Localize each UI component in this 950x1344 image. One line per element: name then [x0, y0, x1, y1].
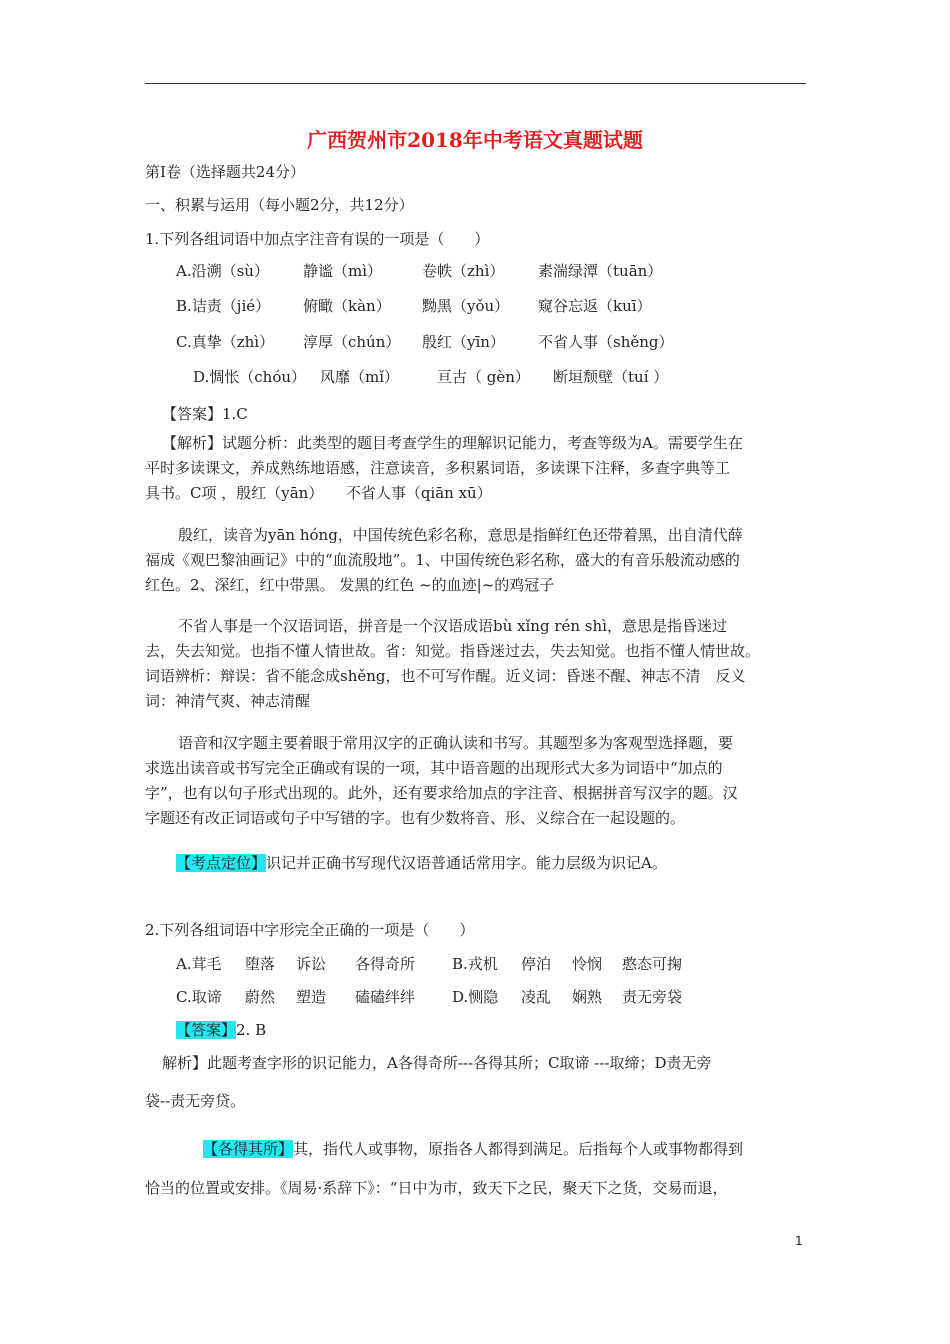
q2-row2-d4: 责无旁袋 [622, 988, 683, 1006]
q2-answer-tag: 【答案】 [176, 1021, 237, 1039]
q1-option-d-4: 断垣颓壁（tuí ） [553, 368, 669, 386]
q2-row1-b2: 停泊 [521, 955, 552, 973]
yinhong-para-line-1: 殷红，读音为yān hóng，中国传统色彩名称，意思是指鲜红色还带着黑，出自清代薛 [178, 526, 743, 544]
q1-option-b-2: 俯瞰（kàn） [303, 297, 391, 315]
q1-option-d-1: D.惆怅（chóu） [193, 368, 307, 386]
section-one-heading: 一、积累与运用（每小题2分，共12分） [145, 196, 414, 214]
gede-line-2: 恰当的位置或安排。《周易·系辞下》：“日中为市，致天下之民，聚天下之货，交易而退， [145, 1179, 728, 1197]
buxing-para-line-4: 词：神清气爽、神志清醒 [145, 692, 311, 710]
q2-answer-text: 2. B [236, 1021, 267, 1039]
q1-option-d-2: 风靡（mǐ） [320, 368, 400, 386]
kaodian-text: 识记并正确书写现代汉语普通话常用字。能力层级为识记A。 [266, 854, 667, 872]
kaodian-tag: 【考点定位】 [176, 854, 267, 872]
q2-analysis-line-1: 解析】此题考查字形的识记能力，A各得奇所---各得其所；C取谛 ---取缔；D责无旁 [162, 1054, 712, 1072]
q1-answer: 【答案】1.C [162, 405, 248, 423]
q1-option-b-1: B.诘责（jié） [176, 297, 271, 315]
q1-option-a-3: 卷帙（zhì） [422, 262, 505, 280]
q1-option-a-2: 静谧（mì） [303, 262, 383, 280]
yuyin-para-line-4: 字题还有改正词语或句子中写错的字。也有少数将音、形、义综合在一起设题的。 [145, 809, 686, 827]
q1-option-c-3: 殷红（yīn） [422, 333, 505, 351]
yinhong-para-line-2: 福成《观巴黎油画记》中的“血流殷地”。1、中国传统色彩名称，盛大的有音乐般流动感的 [145, 551, 740, 569]
q2-row1-a4: 各得奇所 [355, 955, 416, 973]
q1-stem: 1.下列各组词语中加点字注音有误的一项是（ ） [145, 230, 490, 248]
q2-answer [176, 1020, 266, 1040]
gede-line-1 [203, 1139, 743, 1159]
q2-row1-b3: 怜悯 [572, 955, 603, 973]
q1-analysis-line-1: 【解析】试题分析：此类型的题目考查学生的理解识记能力，考查等级为A。需要学生在 [162, 434, 743, 452]
q2-analysis-line-2: 袋--责无旁贷。 [145, 1092, 246, 1110]
gede-text-1: 其，指代人或事物，原指各人都得到满足。后指每个人或事物都得到 [293, 1140, 744, 1158]
q1-option-c-4: 不省人事（shěng） [538, 333, 674, 351]
q2-row2-d2: 凌乱 [521, 988, 552, 1006]
q2-stem: 2.下列各组词语中字形完全正确的一项是（ ） [145, 921, 475, 939]
q1-option-c-1: C.真挚（zhì） [176, 333, 275, 351]
buxing-para-line-1: 不省人事是一个汉语词语，拼音是一个汉语成语bù xǐng rén shì，意思是指昏迷过 [178, 617, 727, 635]
page-number: 1 [795, 1234, 803, 1248]
q2-row1-a3: 诉讼 [296, 955, 327, 973]
q1-analysis-line-3: 具书。C项 ，殷红（yān） 不省人事（qiān xū） [145, 484, 492, 502]
buxing-para-line-2: 去，失去知觉。也指不懂人情世故。省：知觉。指昏迷过去，失去知觉。也指不懂人情世故。 [145, 642, 761, 660]
q1-option-c-2: 淳厚（chún） [303, 333, 401, 351]
q2-row1-b1: B.戎机 [452, 955, 498, 973]
gede-tag: 【各得其所】 [203, 1140, 294, 1158]
yuyin-para-line-1: 语音和汉字题主要着眼于常用汉字的正确认读和书写。其题型多为客观型选择题，要 [178, 734, 734, 752]
q1-option-a-1: A.沿溯（sù） [176, 262, 269, 280]
q2-row2-c1: C.取谛 [176, 988, 222, 1006]
yuyin-para-line-2: 求选出读音或书写完全正确或有误的一项，其中语音题的出现形式大多为词语中“加点的 [145, 759, 723, 777]
q1-option-d-3: 亘古（ gèn） [437, 368, 530, 386]
q1-analysis-line-2: 平时多读课文，养成熟练地语感，注意读音，多积累词语，多读课下注释，多查字典等工 [145, 459, 731, 477]
q2-row2-d3: 娴熟 [572, 988, 603, 1006]
q2-row1-a2: 堕落 [245, 955, 276, 973]
q2-row1-b4: 憨态可掬 [622, 955, 683, 973]
q1-option-b-4: 窥谷忘返（kuī） [538, 297, 652, 315]
header-rule [145, 83, 806, 84]
q2-row2-c4: 磕磕绊绊 [355, 988, 416, 1006]
document-title: 广西贺州市2018年中考语文真题试题 [307, 128, 643, 152]
yuyin-para-line-3: 字”，也有以句子形式出现的。此外，还有要求给加点的字注音、根据拼音写汉字的题。汉 [145, 784, 738, 802]
q2-row2-c3: 塑造 [296, 988, 327, 1006]
kaodian-line [176, 853, 667, 873]
q2-row1-a1: A.茸毛 [176, 955, 222, 973]
q2-row2-d1: D.恻隐 [452, 988, 499, 1006]
yinhong-para-line-3: 红色。2、深红，红中带黑。 发黑的红色 ~的血迹|~的鸡冠子 [145, 576, 555, 594]
section-part1: 第Ⅰ卷（选择题共24分） [145, 163, 306, 181]
buxing-para-line-3: 词语辨析：辩误：省不能念成shěng，也不可写作醒。近义词：昏迷不醒、神志不清 反义 [145, 667, 746, 685]
q2-row2-c2: 蔚然 [245, 988, 276, 1006]
q1-option-a-4: 素湍绿潭（tuān） [538, 262, 663, 280]
q1-option-b-3: 黝黑（yǒu） [422, 297, 510, 315]
